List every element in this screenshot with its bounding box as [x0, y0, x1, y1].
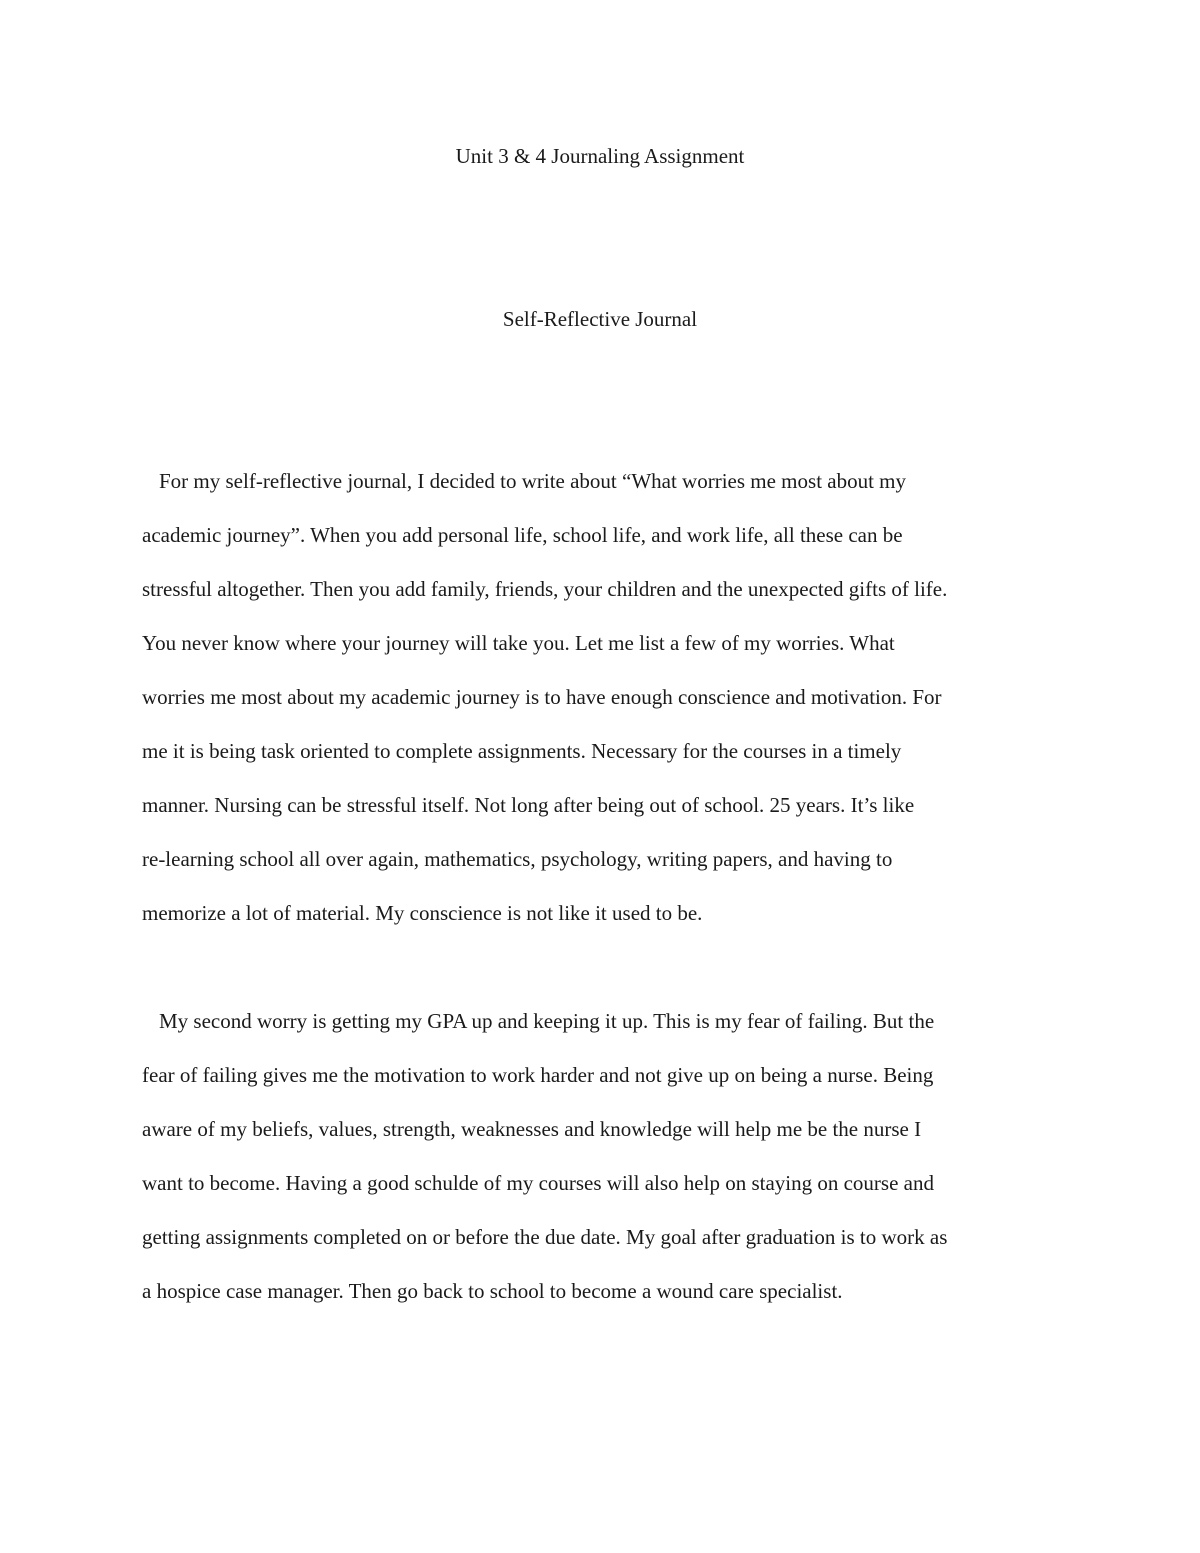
document-subtitle: Self-Reflective Journal [502, 307, 698, 331]
paragraph-line: fear of failing gives me the motivation to work harder and not give up on being a nurse. Being [142, 1063, 934, 1087]
paragraph-line: a hospice case manager. Then go back to school to become a wound care specialist. [142, 1279, 843, 1303]
paragraph-1 [142, 466, 1062, 952]
paragraph-line: You never know where your journey will take you. Let me list a few of my worries. What [142, 631, 895, 655]
paragraph-line: re-learning school all over again, mathematics, psychology, writing papers, and having to [142, 847, 893, 871]
paragraph-2 [142, 1006, 1062, 1330]
paragraph-line: getting assignments completed on or before the due date. My goal after graduation is to work as [142, 1225, 948, 1249]
paragraph-line: academic journey”. When you add personal life, school life, and work life, all these can be [142, 523, 903, 547]
paragraph-line: For my self-reflective journal, I decided to write about “What worries me most about my [159, 469, 907, 493]
paragraph-line: aware of my beliefs, values, strength, weaknesses and knowledge will help me be the nurse I [142, 1117, 922, 1141]
paragraph-line: My second worry is getting my GPA up and keeping it up. This is my fear of failing. But the [159, 1009, 935, 1033]
paragraph-line: me it is being task oriented to complete assignments. Necessary for the courses in a timely [142, 739, 902, 763]
paragraph-line: stressful altogether. Then you add family, friends, your children and the unexpected gifts of life. [142, 577, 948, 601]
paragraph-line: worries me most about my academic journey is to have enough conscience and motivation. For [142, 685, 942, 709]
paragraph-line: want to become. Having a good schulde of my courses will also help on staying on course and [142, 1171, 934, 1195]
paragraph-line: manner. Nursing can be stressful itself. Not long after being out of school. 25 years. It’s like [142, 793, 915, 817]
document-title: Unit 3 & 4 Journaling Assignment [455, 144, 745, 168]
paragraph-line: memorize a lot of material. My conscience is not like it used to be. [142, 901, 703, 925]
